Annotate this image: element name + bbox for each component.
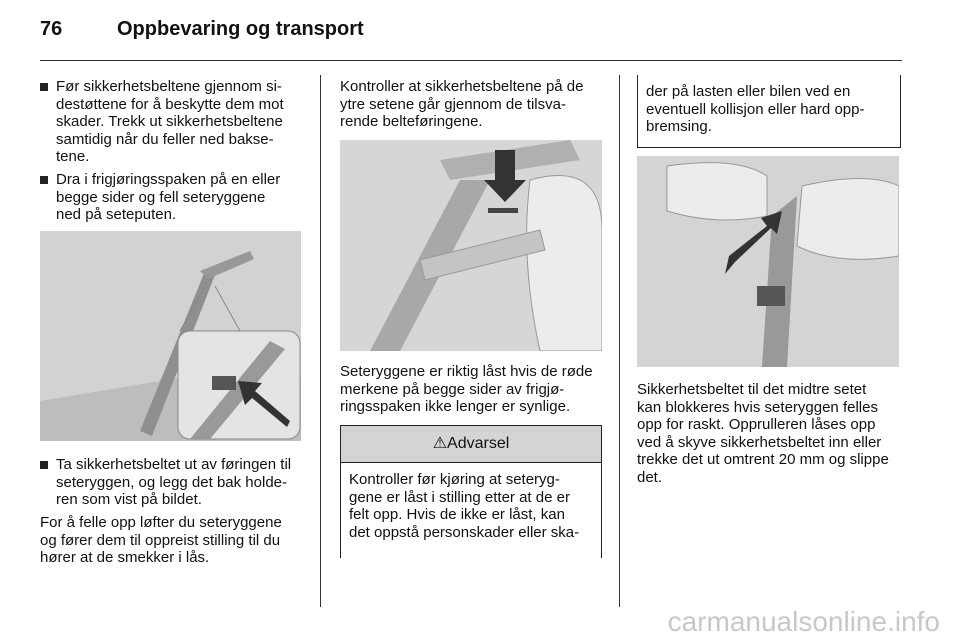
text-line: det. [637,468,663,486]
warning-header [341,426,601,463]
bullet-item [40,456,291,509]
text-line: ved å skyve sikkerhetsbeltet inn eller [637,433,882,451]
text-line: kan blokkeres hvis seteryggen felles [637,398,878,416]
text-line: rende belteføringene. [340,113,483,131]
paragraph [340,363,593,416]
text-line: For å felle opp løfter du seteryggene [40,514,282,531]
text-block [56,78,284,166]
text-line: Sikkerhetsbeltet til det midtre setet [637,381,867,398]
text-line: Ta sikkerhetsbeltet ut av føringen til [56,456,292,473]
text-line: det oppstå personskader eller ska- [349,523,580,541]
text-line: Før sikkerhetsbeltene gjennom si- [56,78,282,95]
page-title: Oppbevaring og transport [117,18,364,40]
text-line: Seteryggene er riktig låst hvis de røde [340,363,593,380]
text-line: Dra i frigjøringsspaken på en eller [56,171,281,188]
text-line: bremsing. [646,118,712,136]
paragraph [637,381,889,487]
text-line: Kontroller før kjøring at seteryg- [349,471,560,488]
column-divider [320,75,321,607]
text-line: ren som vist på bildet. [56,491,202,509]
text-line: felt opp. Hvis de ikke er låst, kan [349,506,565,524]
illustration-seat-release-lever [40,231,301,441]
text-block [638,75,900,136]
page-number: 76 [40,18,63,40]
text-block [56,171,280,224]
illustration-center-belt [637,156,899,367]
text-line: ringsspaken ikke lenger er synlige. [340,398,571,416]
text-line: ytre setene går gjennom de tilsva- [340,95,566,113]
warning-text [341,463,601,541]
paragraph [340,78,583,131]
warning-box-continued [637,75,901,148]
text-block [56,456,291,509]
text-line: Kontroller at sikkerhetsbeltene på de [340,78,584,95]
warning-triangle-icon: ⚠ [432,435,448,452]
text-line: merkene på begge sider av frigjø- [340,380,565,398]
text-line: der på lasten eller bilen ved en [646,83,851,100]
text-line: ned på seteputen. [56,206,177,224]
warning-box [340,425,602,558]
text-line: begge sider og fell seteryggene [56,188,266,206]
text-line: skader. Trekk ut sikkerhetsbeltene [56,113,283,131]
bullet-item [40,171,280,224]
illustration-belt-guides [340,140,602,351]
bullet-icon [40,176,48,184]
text-line: eventuell kollisjon eller hard opp- [646,100,865,118]
text-line: samtidig når du feller ned bakse- [56,130,274,148]
bullet-item [40,78,284,166]
bullet-icon [40,461,48,469]
text-line: opp for raskt. Opprulleren låses opp [637,416,876,434]
warning-title: Advarsel [447,435,510,452]
header-rule [40,60,902,61]
text-line: destøttene for å beskytte dem mot [56,95,284,113]
paragraph [40,514,282,567]
text-line: seteryggen, og legg det bak holde- [56,473,287,491]
text-line: trekke det ut omtrent 20 mm og slippe [637,451,889,469]
text-line: hører at de smekker i lås. [40,549,210,567]
text-line: og fører dem til oppreist stilling til du [40,531,281,549]
watermark: carmanualsonline.info [667,606,940,637]
bullet-icon [40,83,48,91]
text-line: tene. [56,148,90,166]
column-divider [619,75,620,607]
text-line: gene er låst i stilling etter at de er [349,488,570,506]
